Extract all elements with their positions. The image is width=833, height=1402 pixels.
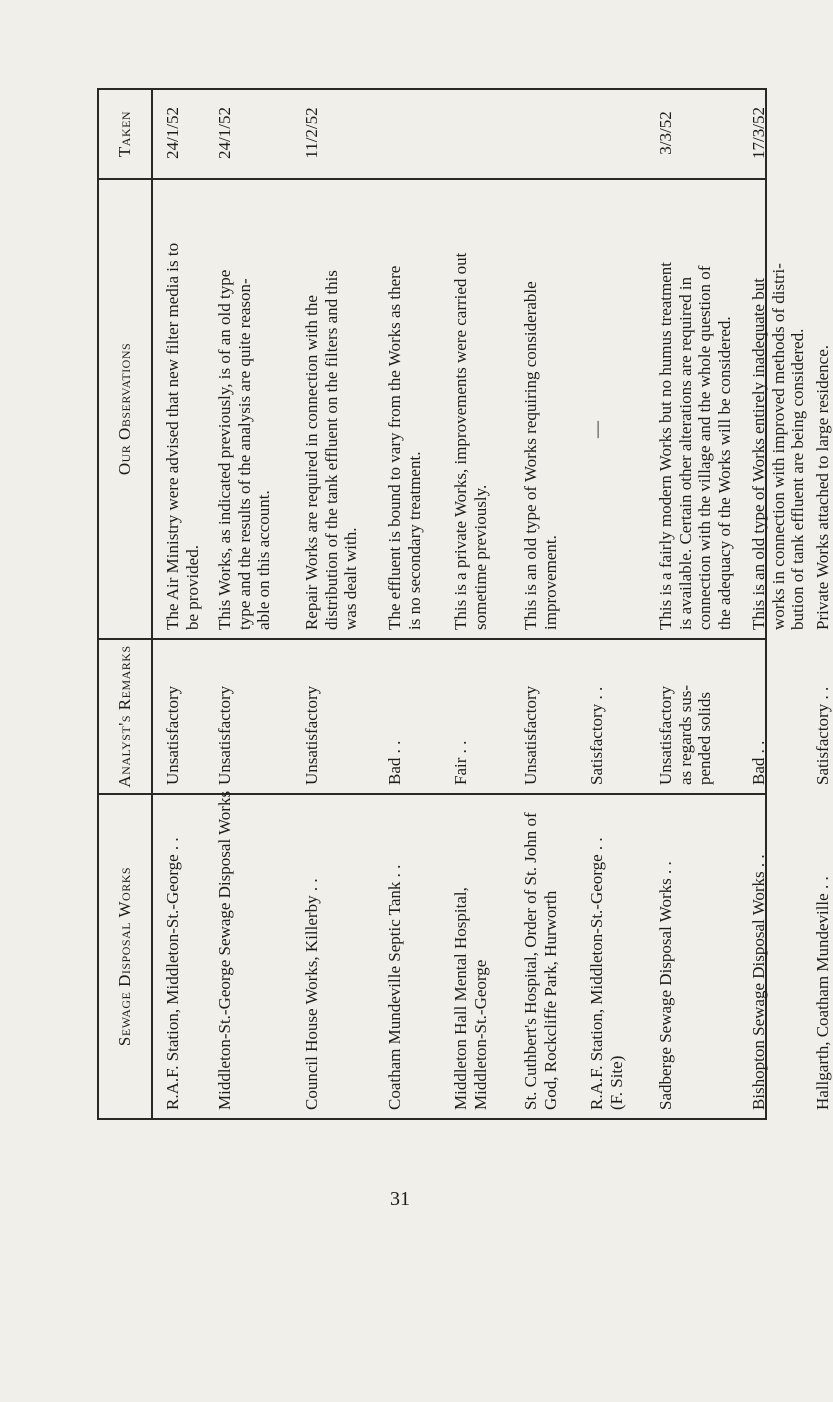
analyst-remark-line: Fair . . xyxy=(451,740,470,785)
observation-line: bution of tank effluent are being considered. xyxy=(788,328,807,630)
header-analysts-remarks: Analyst's Remarks xyxy=(98,639,152,794)
observation-line: Repair Works are required in connection with the xyxy=(302,295,321,630)
works-name-line: St. Cuthbert's Hospital, Order of St. John of xyxy=(521,812,540,1110)
works-name-line: R.A.F. Station, Middleton-St.-George . . xyxy=(163,837,182,1110)
taken-column xyxy=(152,89,766,179)
analyst-remark-line: Unsatisfactory xyxy=(656,685,675,785)
date-taken: 24/1/52 xyxy=(163,107,182,159)
works-name-line: Bishopton Sewage Disposal Works . . xyxy=(749,854,768,1110)
date-taken: 24/1/52 xyxy=(215,107,234,159)
analyst-remark-line: Unsatisfactory xyxy=(302,685,321,785)
analyst-remark-line: Bad . . xyxy=(385,740,404,785)
works-name-line: Middleton Hall Mental Hospital, xyxy=(451,887,470,1110)
sewage-works-table xyxy=(97,88,832,1120)
observation-line: type and the results of the analysis are quite reason- xyxy=(234,278,254,630)
analyst-remark-line: pended solids xyxy=(695,691,714,785)
observation-line: improvement. xyxy=(540,535,560,630)
analyst-remark-line: Bad . . xyxy=(749,740,768,785)
header-taken: Taken xyxy=(98,89,152,179)
works-name-line: Hallgarth, Coatham Mundeville . . xyxy=(813,876,832,1110)
analyst-remark-line: Satisfactory . . xyxy=(813,686,832,785)
observation-line: This Works, as indicated previously, is of an old type xyxy=(215,269,234,630)
header-our-observations: Our Observations xyxy=(98,179,152,639)
analyst-remark-line: Unsatisfactory xyxy=(215,685,234,785)
observation-line: This is a private Works, improvements were carried out xyxy=(451,252,470,630)
date-taken: 17/3/52 xyxy=(749,107,768,159)
page-number: 31 xyxy=(390,1188,410,1210)
works-name-line: Middleton-St.-George Sewage Disposal Works xyxy=(215,790,234,1110)
observation-line: The effluent is bound to vary from the Works as there xyxy=(385,265,404,630)
observation-line: is no secondary treatment. xyxy=(404,451,424,630)
date-taken: 11/2/52 xyxy=(302,107,321,159)
observations-column xyxy=(152,179,832,639)
works-name-line: God, Rockcliffe Park, Hurworth xyxy=(540,890,560,1110)
observation-line: The Air Ministry were advised that new filter media is to xyxy=(163,242,182,630)
observation-line: distribution of the tank effluent on the filters and this xyxy=(321,270,341,630)
works-name-line: Sadberge Sewage Disposal Works . . xyxy=(656,861,675,1110)
observation-line: is available. Certain other alterations are required in xyxy=(675,276,695,630)
observation-dash: — xyxy=(587,421,606,438)
works-column xyxy=(152,790,832,1119)
observation-line: connection with the village and the whole question of xyxy=(695,265,714,630)
analyst-remark-line: as regards sus- xyxy=(675,684,695,785)
observation-line: able on this account. xyxy=(254,490,273,630)
observation-line: works in connection with improved methods of distri- xyxy=(768,263,788,630)
observation-line: Private Works attached to large residence. xyxy=(813,344,832,630)
works-name-line: Middleton-St.-George xyxy=(470,959,490,1110)
observation-line: This is an old type of Works requiring considerable xyxy=(521,281,540,630)
observation-line: This is a fairly modern Works but no humus treatment xyxy=(656,261,675,630)
analyst-remark-line: Unsatisfactory xyxy=(521,685,540,785)
works-name-line: R.A.F. Station, Middleton-St.-George . . xyxy=(587,837,606,1110)
rotated-table-page xyxy=(97,90,832,1120)
observation-line: was dealt with. xyxy=(341,527,360,630)
analyst-remark-line: Unsatisfactory xyxy=(163,685,182,785)
remarks-column xyxy=(152,639,832,794)
header-sewage-disposal-works: Sewage Disposal Works xyxy=(98,794,152,1119)
observation-line: sometime previously. xyxy=(470,484,490,630)
analyst-remark-line: Satisfactory . . xyxy=(587,686,606,785)
observation-line: This is an old type of Works entirely inadequate but xyxy=(749,278,768,630)
works-name-line: (F. Site) xyxy=(606,1055,626,1110)
works-name-line: Coatham Mundeville Septic Tank . . xyxy=(385,864,404,1110)
works-name-line: Council House Works, Killerby . . xyxy=(302,878,321,1110)
date-taken: 3/3/52 xyxy=(656,111,675,155)
observation-line: the adequacy of the Works will be considered. xyxy=(714,316,734,630)
observation-line: be provided. xyxy=(182,545,202,630)
